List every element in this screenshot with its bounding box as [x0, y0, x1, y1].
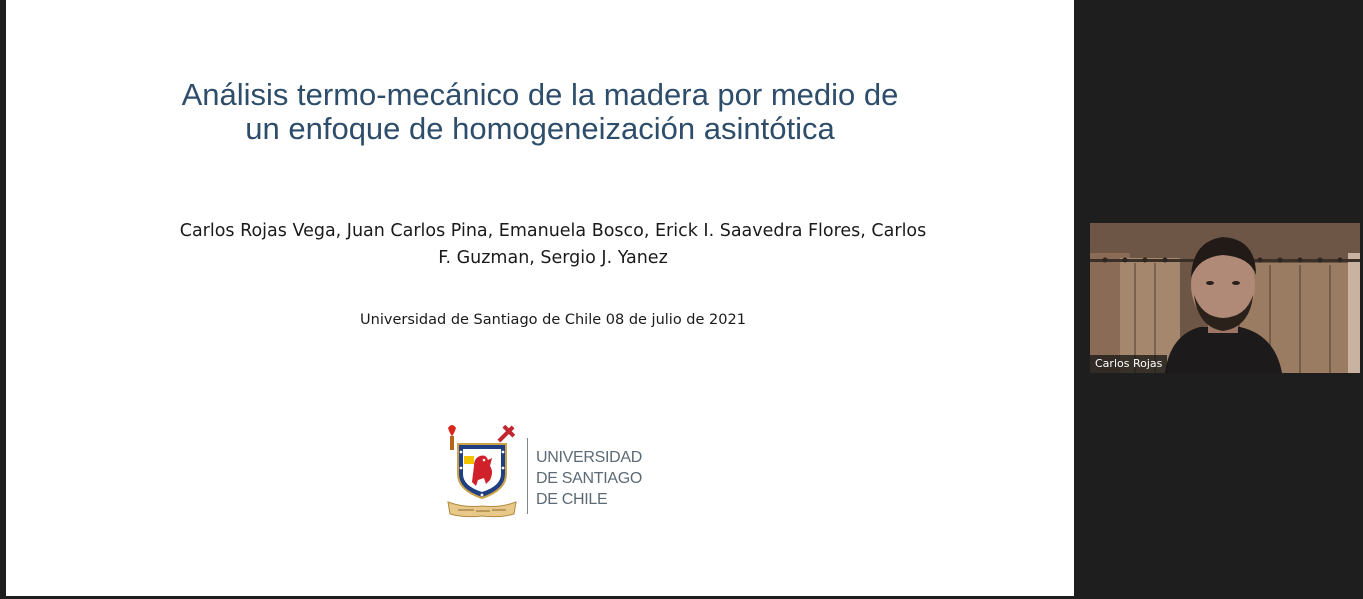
logo-line-2: DE SANTIAGO	[536, 470, 643, 487]
slide-authors: Carlos Rojas Vega, Juan Carlos Pina, Emanuela Bosco, Erick I. Saavedra Flores, Carlos F. Guzman, Sergio J. Yanez	[179, 221, 927, 268]
logo-divider	[527, 438, 528, 514]
logo-wordmark	[536, 447, 642, 510]
participant-video	[1090, 223, 1360, 373]
shared-slide	[6, 0, 1074, 596]
university-logo	[444, 422, 674, 518]
logo-line-1: UNIVERSIDAD	[536, 449, 643, 466]
logo-line-3: DE CHILE	[536, 491, 608, 508]
participant-name-label: Carlos Rojas	[1090, 355, 1167, 373]
slide-affiliation: Universidad de Santiago de Chile 08 de julio de 2021	[360, 312, 746, 328]
university-crest-icon	[444, 422, 520, 518]
slide-title: Análisis termo-mecánico de la madera por medio de un enfoque de homogeneización asintótica	[181, 77, 899, 146]
participant-video-tile[interactable]	[1090, 223, 1360, 373]
